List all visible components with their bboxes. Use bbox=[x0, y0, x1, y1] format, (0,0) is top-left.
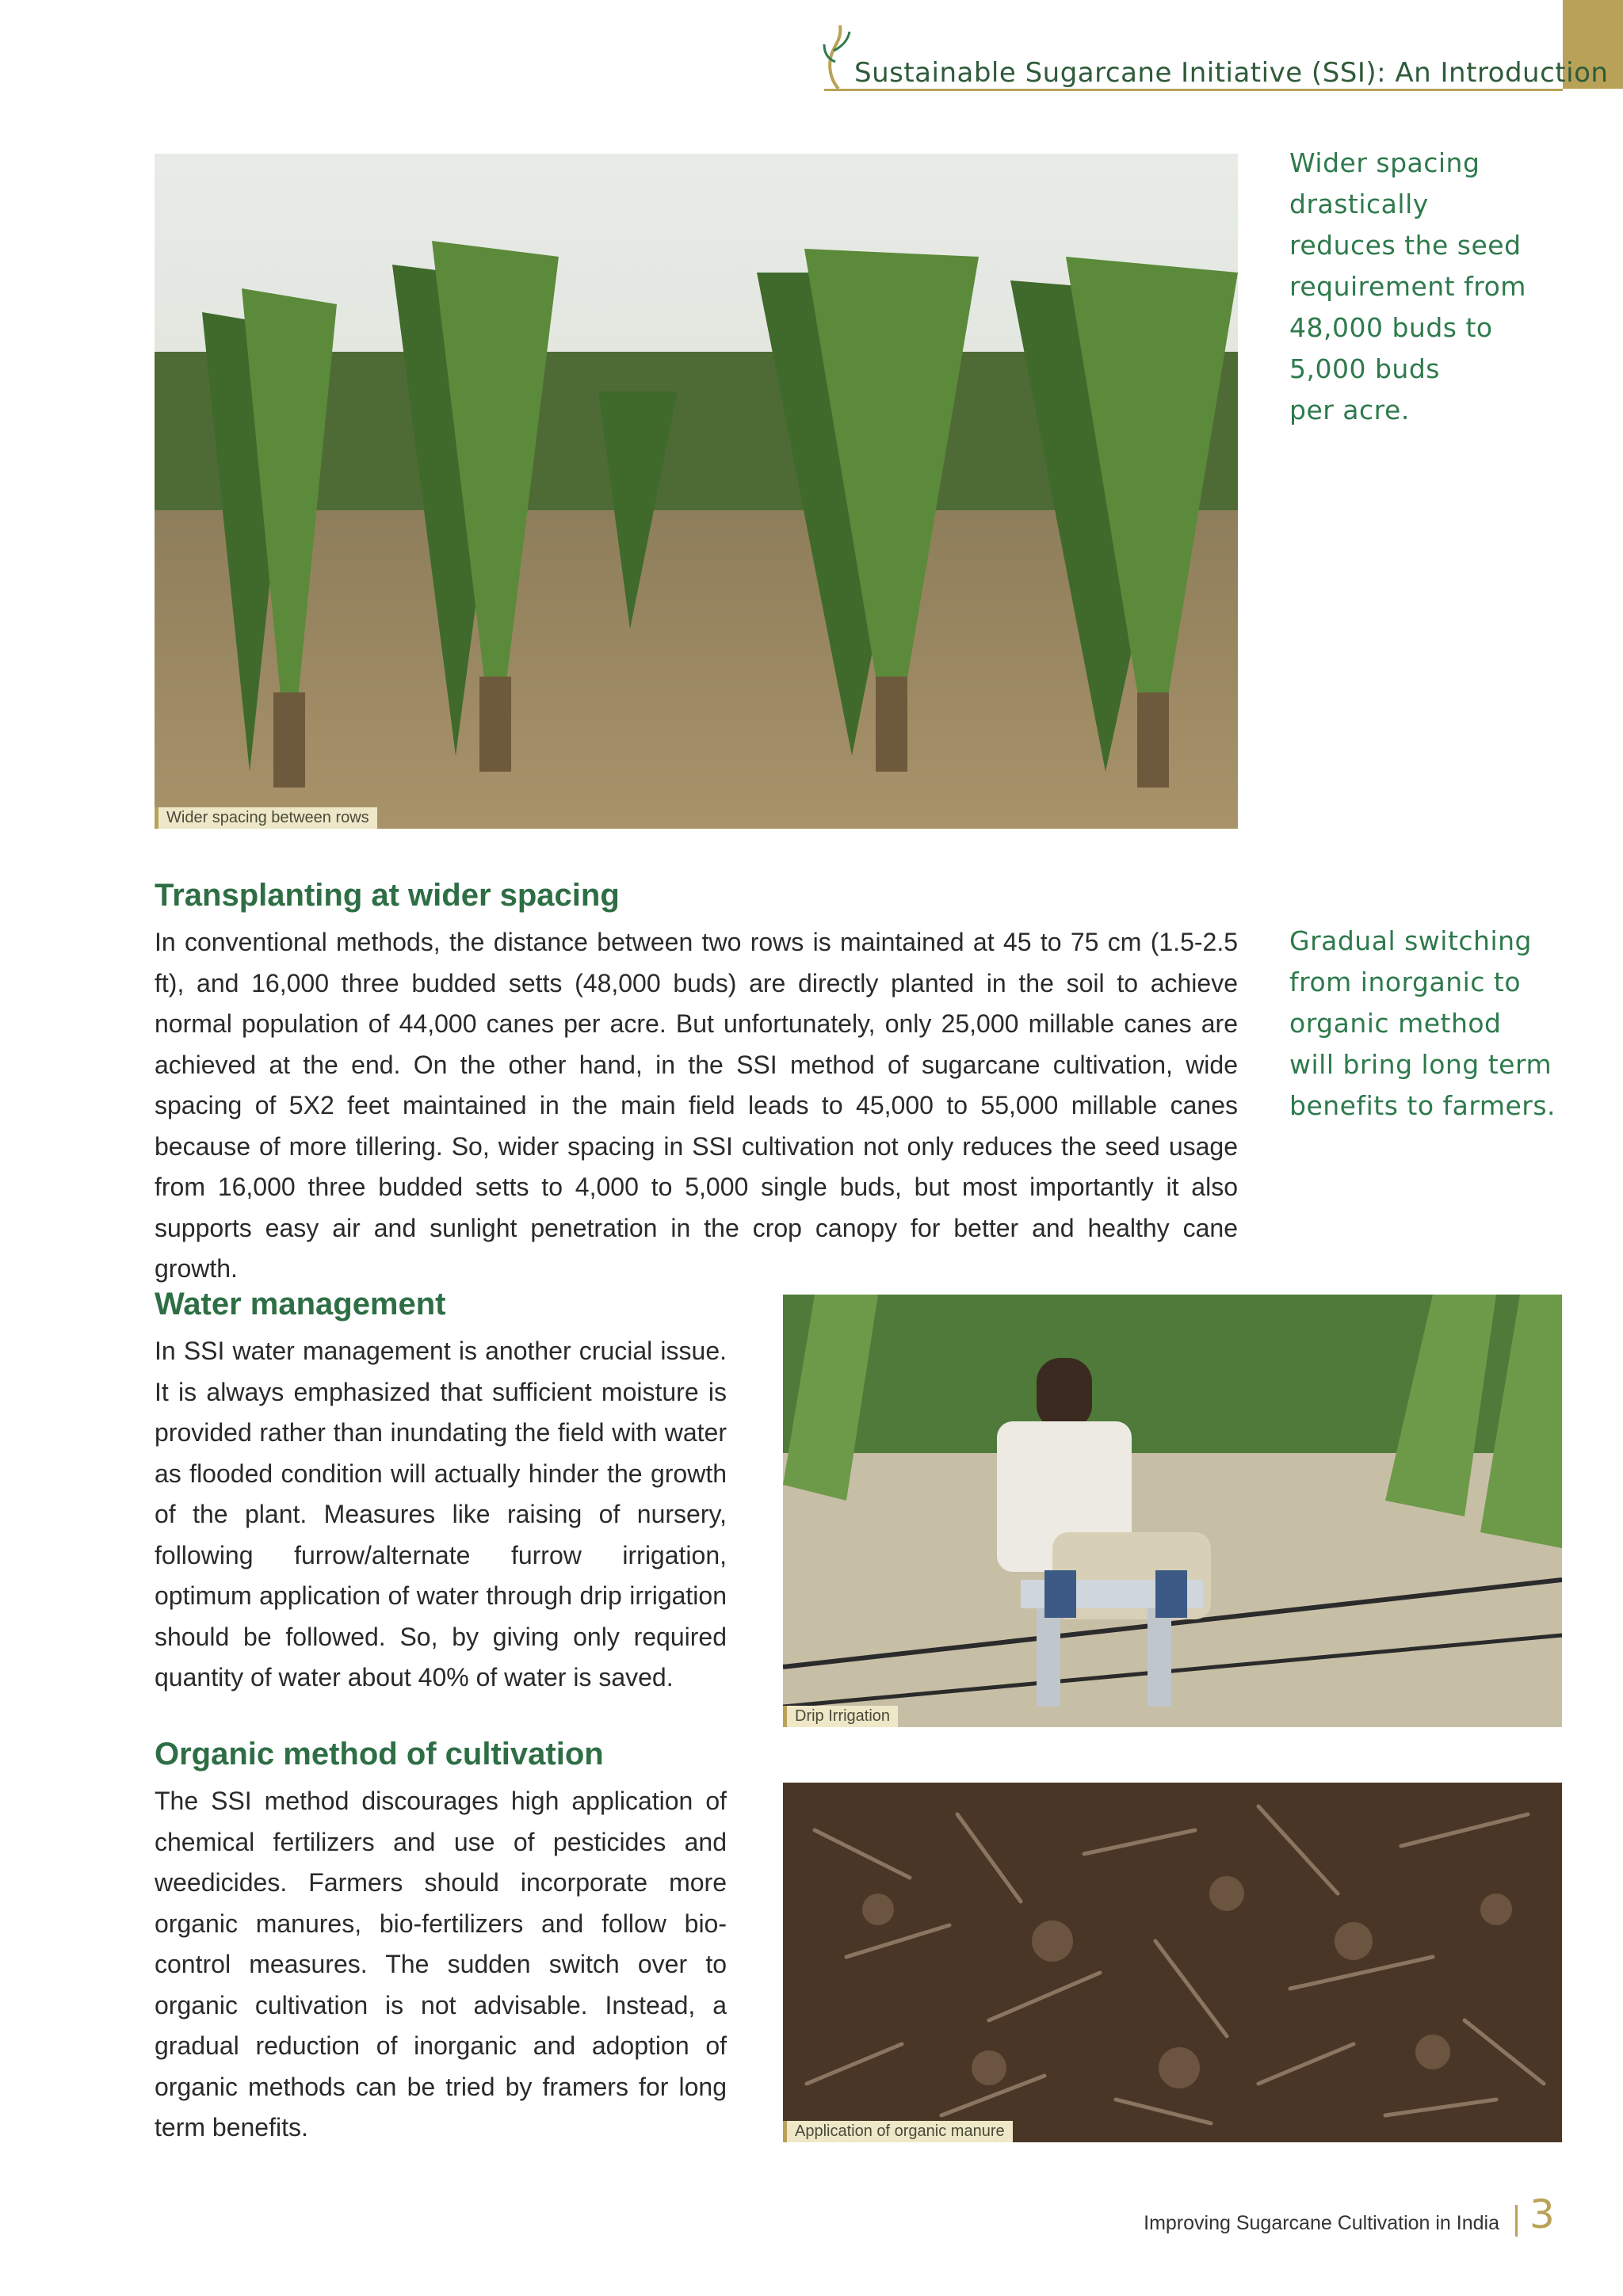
page-number: 3 bbox=[1529, 2191, 1555, 2237]
field-photo-image bbox=[155, 154, 1238, 829]
header-rule bbox=[824, 89, 1563, 91]
water-body: In SSI water management is another crucial issue. It is always emphasized that sufficient moisture is provided rather than inundating the field with water as flooded condition will actually hinder the growth of the plant. Measures like raising of nursery, following furrow/alternate furrow irrigation, optimum application of water through drip irrigation should be followed. So, by giving only required quantity of water about 40% of water is saved. bbox=[155, 1337, 727, 1691]
organic-manure-image bbox=[783, 1783, 1562, 2142]
spacing-quote-line: per acre. bbox=[1289, 395, 1410, 425]
organic-body: The SSI method discourages high application of chemical fertilizers and use of pesticides and weedicides. Farmers should incorporate more organic manures, bio-fertilizers and follow bio-control measures. The sudden switch over to organic cultivation is not advisable. Instead, a gradual reduction of inorganic and adoption of organic methods can be tried by framers for long term benefits. bbox=[155, 1787, 727, 2142]
spacing-quote-line: Wider spacing bbox=[1289, 147, 1480, 178]
header-title: Sustainable Sugarcane Initiative (SSI): An Introduction bbox=[854, 57, 1609, 89]
organic-quote bbox=[1289, 921, 1556, 1127]
transplanting-body: In conventional methods, the distance between two rows is maintained at 45 to 75 cm (1.5-2.5 ft), and 16,000 three budded setts (48,000 buds) are directly planted in the soil to achieve normal population of 44,000 canes per acre. But unfortunately, only 25,000 millable canes are achieved at the end. On the other hand, in the SSI method of sugarcane cultivation, wide spacing of 5X2 feet maintained in the main field leads to 45,000 to 55,000 millable canes because of more tillering. So, wider spacing in SSI cultivation not only reduces the seed usage from 16,000 three budded setts to 4,000 to 5,000 single buds, but most importantly it also supports easy air and sunlight penetration in the crop canopy for better and healthy cane growth. bbox=[155, 928, 1238, 1283]
footer-separator bbox=[1515, 2205, 1518, 2237]
field-photo-caption: Wider spacing between rows bbox=[155, 807, 377, 829]
organic-heading: Organic method of cultivation bbox=[155, 1737, 604, 1772]
spacing-quote bbox=[1289, 143, 1526, 431]
organic-quote-line: will bring long term bbox=[1289, 1049, 1552, 1080]
spacing-quote-line: reduces the seed bbox=[1289, 230, 1522, 261]
drip-irrigation-image bbox=[783, 1295, 1562, 1727]
field-photo bbox=[155, 154, 1238, 829]
organic-quote-line: from inorganic to bbox=[1289, 967, 1522, 997]
organic-manure-caption: Application of organic manure bbox=[783, 2121, 1013, 2142]
sugarcane-logo-icon bbox=[823, 22, 851, 90]
organic-manure-photo bbox=[783, 1783, 1562, 2142]
transplanting-heading: Transplanting at wider spacing bbox=[155, 878, 620, 913]
organic-quote-line: organic method bbox=[1289, 1008, 1502, 1039]
organic-quote-line: benefits to farmers. bbox=[1289, 1090, 1556, 1121]
spacing-quote-line: drastically bbox=[1289, 189, 1429, 219]
organic-quote-line: Gradual switching bbox=[1289, 925, 1532, 956]
spacing-quote-line: 5,000 buds bbox=[1289, 353, 1440, 384]
spacing-quote-line: 48,000 buds to bbox=[1289, 312, 1493, 343]
drip-irrigation-photo bbox=[783, 1295, 1562, 1727]
spacing-quote-line: requirement from bbox=[1289, 271, 1526, 302]
footer-text: Improving Sugarcane Cultivation in India bbox=[1144, 2212, 1499, 2234]
drip-irrigation-caption: Drip Irrigation bbox=[783, 1706, 898, 1727]
water-heading: Water management bbox=[155, 1287, 446, 1322]
